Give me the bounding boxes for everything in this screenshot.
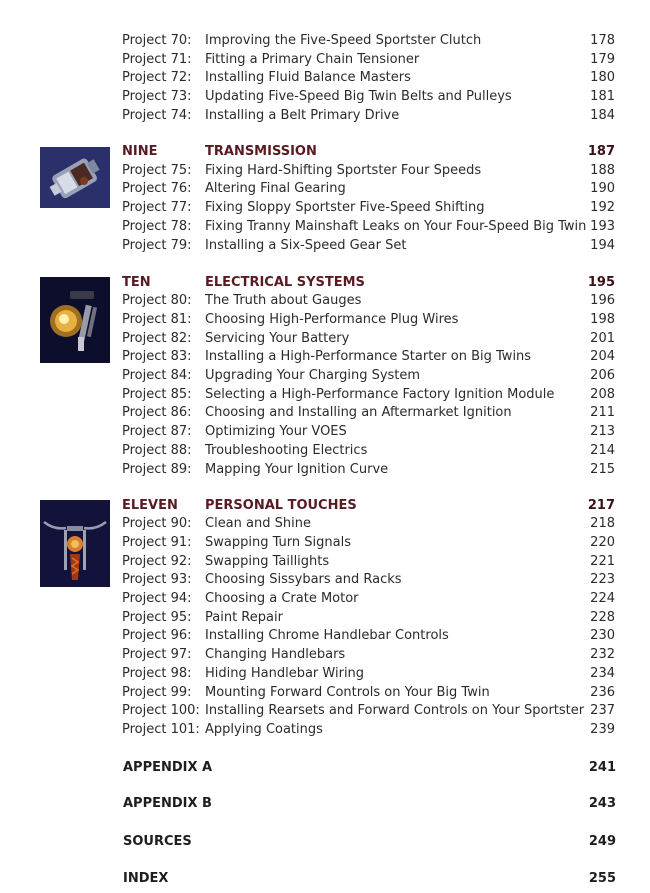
toc-entry[interactable] [122,441,615,460]
page-number: 194 [590,237,615,253]
entry-title: Installing a Belt Primary Drive [205,107,400,123]
toc-entry[interactable] [122,291,615,310]
entry-number: Project 78: [122,218,192,234]
page-number: 208 [590,386,615,402]
entry-title: Fixing Tranny Mainshaft Leaks on Your Four-Speed Big Twin [205,218,587,234]
entry-title: Changing Handlebars [205,647,346,663]
entry-number: TEN [122,274,151,290]
entry-title: ELECTRICAL SYSTEMS [205,274,365,290]
entry-title: Improving the Five-Speed Sportster Clutch [205,33,482,48]
page-number: 213 [590,424,615,440]
entry-title: Applying Coatings [205,722,323,738]
entry-title: Fixing Sloppy Sportster Five-Speed Shifting [205,200,485,216]
toc-entry[interactable] [122,236,615,255]
entry-title: Installing Rearsets and Forward Controls on Your Sportster [205,703,585,719]
page-number: 228 [590,609,615,625]
page-number: 255 [588,870,616,886]
chapter-heading-eleven[interactable] [122,496,615,515]
page-number: 239 [590,722,615,738]
toc-entry[interactable] [122,403,615,422]
toc-entry[interactable] [122,310,615,329]
toc-entry[interactable] [122,179,615,198]
entry-title: Servicing Your Battery [205,330,350,346]
toc-entry[interactable] [122,645,615,664]
entry-title: Fitting a Primary Chain Tensioner [205,51,420,67]
entry-title: Choosing and Installing an Aftermarket Ignition [205,405,512,421]
toc-entry[interactable] [122,552,615,571]
entry-title: Mounting Forward Controls on Your Big Twin [205,684,490,700]
page-number: 220 [590,534,615,550]
page-number: 237 [590,703,615,719]
entry-title: Mapping Your Ignition Curve [205,461,389,477]
entry-title: Clean and Shine [205,516,311,532]
page-number: 249 [588,833,616,849]
back-matter-entry[interactable] [123,869,616,888]
page-number: 196 [590,293,615,309]
entry-number: Project 97: [122,647,192,663]
electrical-photo [40,277,110,363]
page-number: 214 [590,442,615,458]
back-matter-entry[interactable] [123,794,616,813]
entry-title: Installing a High-Performance Starter on Big Twins [205,349,532,365]
transmission-gearbox-icon [40,147,110,208]
toc-entry[interactable] [122,366,615,385]
entry-number: Project 88: [122,442,192,458]
electrical-gauge-icon [40,277,110,363]
back-matter-entry[interactable] [123,758,616,777]
entry-number: Project 74: [122,107,192,123]
entry-number: Project 80: [122,293,192,309]
toc-entry[interactable] [122,161,615,180]
page-number: 206 [590,367,615,383]
entry-number: Project 89: [122,461,192,477]
page-number: 217 [587,497,615,513]
entry-number: Project 72: [122,70,192,86]
entry-number: Project 82: [122,330,192,346]
toc-entry[interactable] [122,589,615,608]
transmission-photo [40,147,110,208]
page-number: 221 [590,553,615,569]
toc-entry[interactable] [122,347,615,366]
page-number: 241 [588,759,616,775]
page-number: 236 [590,684,615,700]
entry-title: Troubleshooting Electrics [205,442,368,458]
entry-title: Choosing High-Performance Plug Wires [205,311,459,327]
page-number: 179 [590,51,615,67]
page-number: 195 [587,274,615,290]
entry-number: Project 81: [122,311,192,327]
page-number: 224 [590,590,615,606]
entry-title: Hiding Handlebar Wiring [205,665,365,681]
entry-title: TRANSMISSION [205,144,317,159]
entry-title: Optimizing Your VOES [205,424,347,440]
page-number: 181 [590,89,615,105]
entry-number: Project 91: [122,534,192,550]
page-number: 184 [590,107,615,123]
page-number: 234 [590,665,615,681]
entry-title: INDEX [123,870,169,886]
motorcycle-front-photo [40,500,110,587]
entry-number: Project 76: [122,181,192,197]
toc-entry[interactable] [122,385,615,404]
entry-number: Project 86: [122,405,192,421]
entry-title: Installing Chrome Handlebar Controls [205,628,449,644]
chapter-heading-ten[interactable] [122,273,615,292]
chapter-heading-nine[interactable] [122,142,615,161]
toc-entry[interactable] [122,683,615,702]
page-number: 192 [590,200,615,216]
page-number: 230 [590,628,615,644]
page-number: 190 [590,181,615,197]
toc-entry[interactable] [122,106,615,125]
back-matter-entry[interactable] [123,832,616,851]
entry-number: Project 85: [122,386,192,402]
toc-entry[interactable] [122,50,615,69]
entry-number: Project 93: [122,572,192,588]
entry-title: Upgrading Your Charging System [205,367,421,383]
entry-title: Choosing a Crate Motor [205,590,359,606]
page-number: 243 [588,796,616,811]
entry-number: Project 79: [122,237,192,253]
toc-entry[interactable] [122,68,615,87]
entry-number: Project 98: [122,665,192,681]
entry-title: Installing Fluid Balance Masters [205,70,411,86]
page-number: 178 [590,33,615,48]
toc-entry[interactable] [122,720,615,739]
page-number: 223 [590,572,615,588]
entry-number: Project 90: [122,516,192,532]
entry-number: Project 70: [122,33,192,48]
entry-number: ELEVEN [122,497,178,513]
page-number: 215 [590,461,615,477]
entry-number: Project 101: [122,722,200,738]
motorcycle-front-icon [40,500,110,587]
entry-title: Fixing Hard-Shifting Sportster Four Speeds [205,162,482,178]
toc-entry[interactable] [122,87,615,106]
entry-title: APPENDIX B [123,796,212,811]
entry-title: APPENDIX A [123,759,213,775]
page-number: 193 [590,218,615,234]
toc-entry[interactable] [122,533,615,552]
toc-entry[interactable] [122,701,615,720]
entry-title: The Truth about Gauges [205,293,362,309]
entry-title: Installing a Six-Speed Gear Set [205,237,407,253]
toc-entry[interactable] [122,422,615,441]
entry-title: Swapping Turn Signals [205,534,351,550]
entry-number: Project 77: [122,200,192,216]
entry-number: Project 96: [122,628,192,644]
toc-entry[interactable] [122,460,615,479]
toc-entry[interactable] [122,664,615,683]
entry-number: Project 94: [122,590,192,606]
entry-title: Selecting a High-Performance Factory Ignition Module [205,386,555,402]
page-number: 211 [590,405,615,421]
page-number: 187 [587,144,615,159]
entry-title: Choosing Sissybars and Racks [205,572,402,588]
entry-title: PERSONAL TOUCHES [205,497,357,513]
entry-title: Swapping Taillights [205,553,330,569]
entry-number: Project 71: [122,51,192,67]
toc-entry[interactable] [122,31,615,50]
entry-number: Project 83: [122,349,192,365]
entry-number: Project 75: [122,162,192,178]
toc-entry[interactable] [122,329,615,348]
page-number: 204 [590,349,615,365]
toc-entry[interactable] [122,626,615,645]
entry-number: Project 99: [122,684,192,700]
page-number: 198 [590,311,615,327]
entry-number: NINE [122,144,158,159]
entry-number: Project 92: [122,553,192,569]
page-number: 201 [590,330,615,346]
page-number: 218 [590,516,615,532]
entry-title: Altering Final Gearing [205,181,346,197]
entry-title: Paint Repair [205,609,283,625]
toc-entry[interactable] [122,570,615,589]
entry-number: Project 84: [122,367,192,383]
toc-entry[interactable] [122,198,615,217]
page-number: 232 [590,647,615,663]
entry-number: Project 87: [122,424,192,440]
toc-entry[interactable] [122,514,615,533]
entry-title: SOURCES [123,833,192,849]
page-number: 180 [590,70,615,86]
page-number: 188 [590,162,615,178]
entry-number: Project 95: [122,609,192,625]
toc-entry[interactable] [122,217,615,236]
toc-entry[interactable] [122,608,615,627]
entry-number: Project 73: [122,89,192,105]
entry-title: Updating Five-Speed Big Twin Belts and Pulleys [205,89,512,105]
entry-number: Project 100: [122,703,200,719]
